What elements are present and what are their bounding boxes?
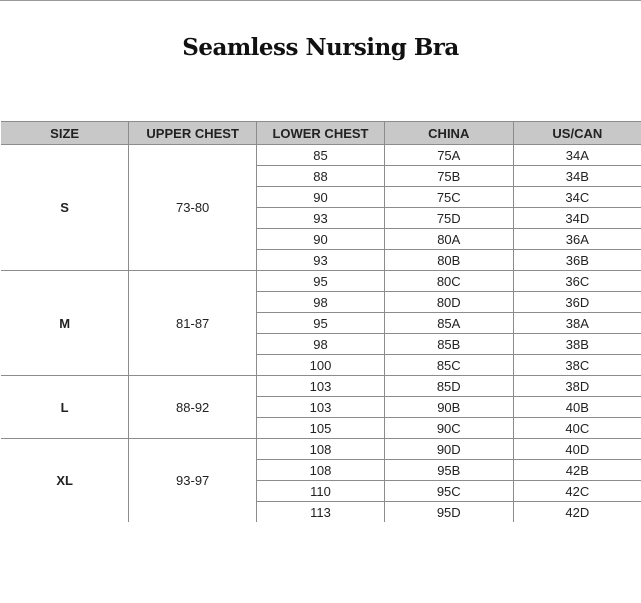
size-chart-table bbox=[1, 121, 641, 522]
lower-chest-cell: 108 bbox=[257, 460, 385, 481]
china-size-cell: 80B bbox=[384, 250, 513, 271]
upper-chest-cell: 81-87 bbox=[129, 271, 257, 376]
table-row bbox=[1, 376, 641, 397]
size-cell: L bbox=[1, 376, 129, 439]
china-size-cell: 75D bbox=[384, 208, 513, 229]
upper-chest-cell: 88-92 bbox=[129, 376, 257, 439]
header-size: SIZE bbox=[1, 122, 129, 145]
size-cell: M bbox=[1, 271, 129, 376]
lower-chest-cell: 85 bbox=[257, 145, 385, 166]
us-can-size-cell: 40B bbox=[513, 397, 641, 418]
us-can-size-cell: 36B bbox=[513, 250, 641, 271]
china-size-cell: 95B bbox=[384, 460, 513, 481]
us-can-size-cell: 34B bbox=[513, 166, 641, 187]
lower-chest-cell: 90 bbox=[257, 229, 385, 250]
lower-chest-cell: 98 bbox=[257, 334, 385, 355]
lower-chest-cell: 110 bbox=[257, 481, 385, 502]
lower-chest-cell: 90 bbox=[257, 187, 385, 208]
header-china: CHINA bbox=[384, 122, 513, 145]
us-can-size-cell: 38B bbox=[513, 334, 641, 355]
lower-chest-cell: 93 bbox=[257, 208, 385, 229]
china-size-cell: 85D bbox=[384, 376, 513, 397]
us-can-size-cell: 40D bbox=[513, 439, 641, 460]
us-can-size-cell: 42C bbox=[513, 481, 641, 502]
china-size-cell: 80C bbox=[384, 271, 513, 292]
table-body bbox=[1, 145, 641, 523]
header-row bbox=[1, 122, 641, 145]
size-cell: XL bbox=[56, 473, 73, 488]
us-can-size-cell: 34D bbox=[513, 208, 641, 229]
us-can-size-cell: 38A bbox=[513, 313, 641, 334]
header-lower-chest: LOWER CHEST bbox=[257, 122, 385, 145]
lower-chest-cell: 108 bbox=[257, 439, 385, 460]
us-can-size-cell: 38D bbox=[513, 376, 641, 397]
lower-chest-cell: 95 bbox=[257, 313, 385, 334]
us-can-size-cell: 34A bbox=[513, 145, 641, 166]
lower-chest-cell: 88 bbox=[257, 166, 385, 187]
table-row bbox=[1, 439, 641, 460]
china-size-cell: 80A bbox=[384, 229, 513, 250]
table-row bbox=[1, 271, 641, 292]
china-size-cell: 90B bbox=[384, 397, 513, 418]
lower-chest-cell: 105 bbox=[257, 418, 385, 439]
us-can-size-cell: 42D bbox=[513, 502, 641, 523]
china-size-cell: 85B bbox=[384, 334, 513, 355]
top-border bbox=[0, 0, 641, 1]
china-size-cell: 90C bbox=[384, 418, 513, 439]
lower-chest-cell: 103 bbox=[257, 397, 385, 418]
china-size-cell: 95C bbox=[384, 481, 513, 502]
china-size-cell: 75A bbox=[384, 145, 513, 166]
us-can-size-cell: 36C bbox=[513, 271, 641, 292]
china-size-cell: 85C bbox=[384, 355, 513, 376]
china-size-cell: 95D bbox=[384, 502, 513, 523]
us-can-size-cell: 40C bbox=[513, 418, 641, 439]
lower-chest-cell: 113 bbox=[257, 502, 385, 523]
size-cell: S bbox=[1, 145, 129, 271]
lower-chest-cell: 98 bbox=[257, 292, 385, 313]
lower-chest-cell: 100 bbox=[257, 355, 385, 376]
china-size-cell: 80D bbox=[384, 292, 513, 313]
us-can-size-cell: 34C bbox=[513, 187, 641, 208]
us-can-size-cell: 36A bbox=[513, 229, 641, 250]
china-size-cell: 85A bbox=[384, 313, 513, 334]
upper-chest-cell: 73-80 bbox=[129, 145, 257, 271]
china-size-cell: 90D bbox=[384, 439, 513, 460]
china-size-cell: 75C bbox=[384, 187, 513, 208]
us-can-size-cell: 38C bbox=[513, 355, 641, 376]
us-can-size-cell: 36D bbox=[513, 292, 641, 313]
lower-chest-cell: 103 bbox=[257, 376, 385, 397]
lower-chest-cell: 95 bbox=[257, 271, 385, 292]
china-size-cell: 75B bbox=[384, 166, 513, 187]
header-us-can: US/CAN bbox=[513, 122, 641, 145]
header-upper-chest: UPPER CHEST bbox=[129, 122, 257, 145]
table-row bbox=[1, 145, 641, 166]
us-can-size-cell: 42B bbox=[513, 460, 641, 481]
lower-chest-cell: 93 bbox=[257, 250, 385, 271]
upper-chest-cell: 93-97 bbox=[129, 439, 257, 523]
page-title: Seamless Nursing Bra bbox=[182, 34, 459, 61]
